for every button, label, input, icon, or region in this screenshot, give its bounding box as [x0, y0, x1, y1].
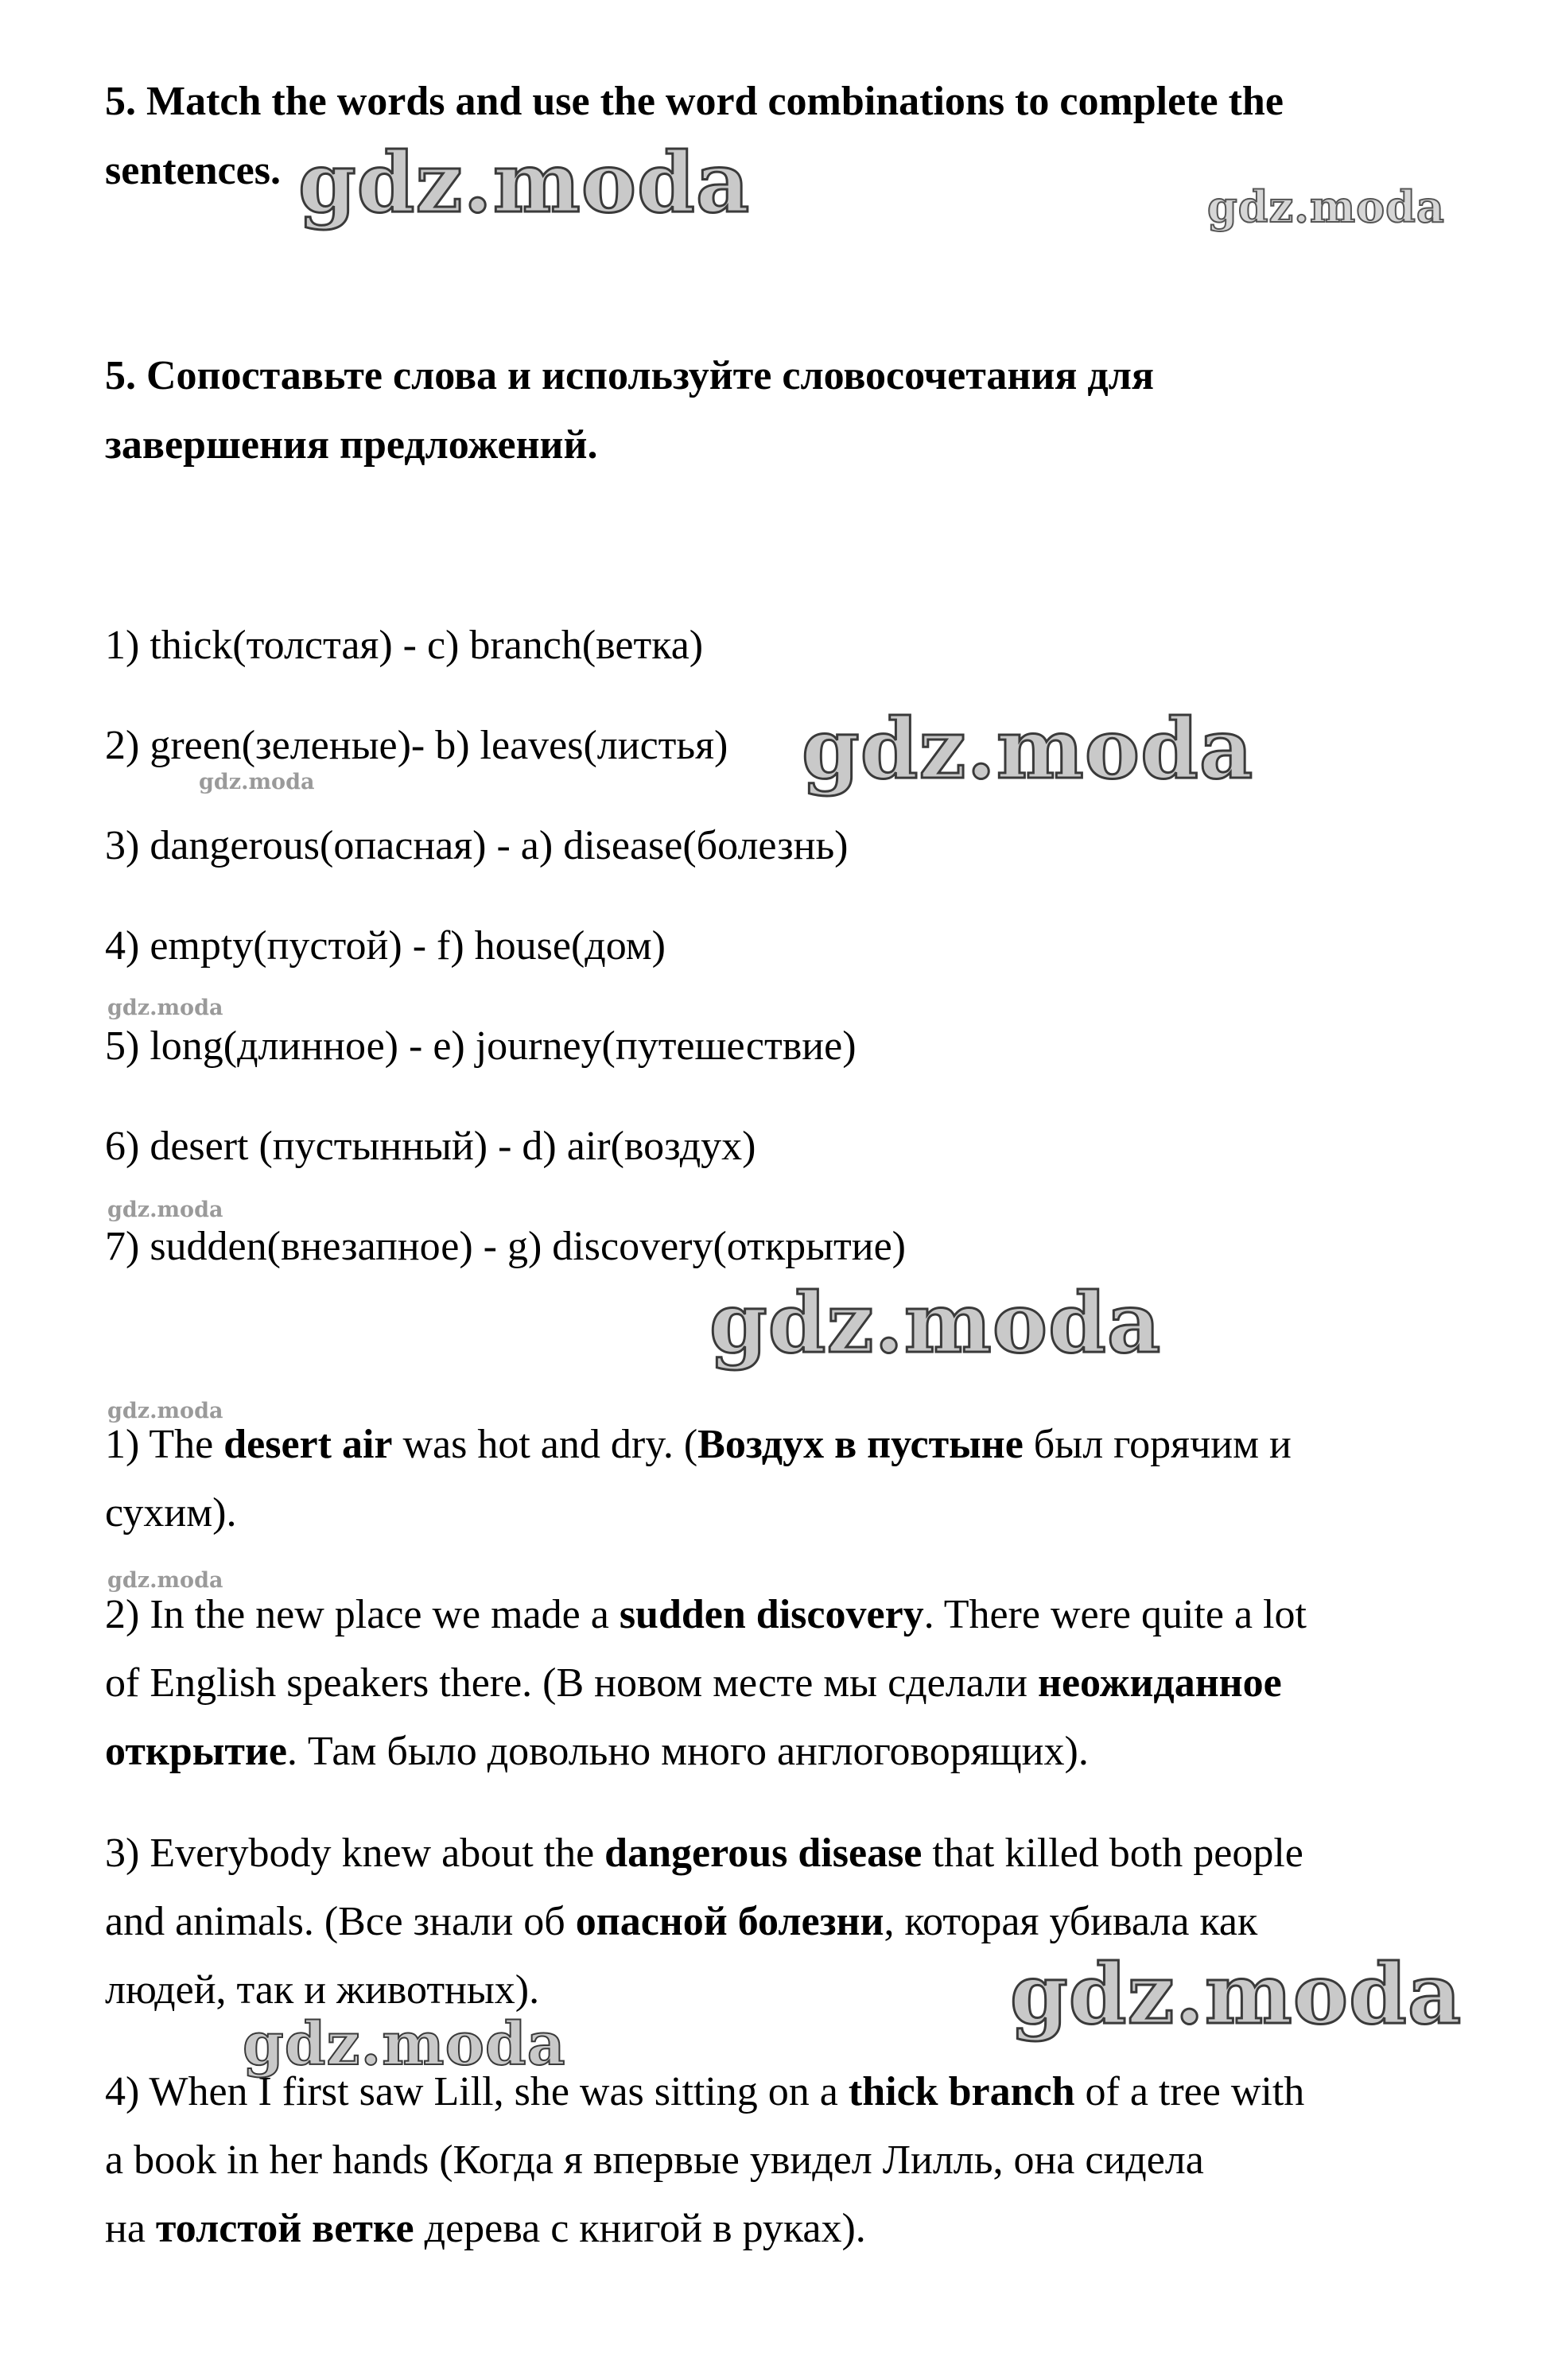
watermark-logo: gdz.moda — [1010, 1945, 1463, 2043]
watermark-logo: gdz.moda — [199, 770, 315, 794]
task-title-en-line2: sentences. — [105, 148, 281, 193]
task-title-en-line1: 5. Match the words and use the word combinations to complete the — [105, 79, 1284, 124]
watermark-logo: gdz.moda — [107, 1198, 223, 1222]
sentence-4-line3: на толстой ветке дерева с книгой в руках). — [105, 2206, 866, 2251]
match-item-2: 2) green(зеленые)- b) leaves(листья) — [105, 723, 728, 768]
sentence-4-line2: a book in her hands (Когда я впервые увидел Лилль, она сидела — [105, 2137, 1204, 2183]
sentence-3-line2: and animals. (Все знали об опасной болезни, которая убивала как — [105, 1899, 1258, 1944]
sentence-3-line3: людей, так и животных). — [105, 1967, 540, 2013]
term-opasnoy-bolezni: опасной болезни — [575, 1899, 884, 1944]
term-otkrytie: открытие — [105, 1729, 287, 1774]
term-thick-branch: thick branch — [848, 2069, 1075, 2114]
term-tolstoy-vetke: толстой ветке — [155, 2206, 414, 2251]
sentence-1-line1: 1) The desert air was hot and dry. (Воздух в пустыне был горячим и — [105, 1422, 1292, 1467]
match-item-1: 1) thick(толстая) - c) branch(ветка) — [105, 623, 704, 668]
sentence-3-line1: 3) Everybody knew about the dangerous disease that killed both people — [105, 1831, 1303, 1876]
sentence-2-line3: открытие. Там было довольно много англоговорящих). — [105, 1729, 1089, 1774]
term-dangerous-disease: dangerous disease — [604, 1831, 923, 1876]
watermark-logo: gdz.moda — [298, 134, 751, 231]
match-item-4: 4) empty(пустой) - f) house(дом) — [105, 923, 666, 969]
watermark-logo: gdz.moda — [107, 996, 223, 1020]
sentence-2-line1: 2) In the new place we made a sudden discovery. There were quite a lot — [105, 1592, 1307, 1637]
match-item-3: 3) dangerous(опасная) - a) disease(болезнь) — [105, 823, 849, 868]
sentence-4-line1: 4) When I first saw Lill, she was sitting on a thick branch of a tree with — [105, 2069, 1305, 2114]
term-desert-air: desert air — [223, 1422, 393, 1467]
sentence-2-line2: of English speakers there. (В новом месте мы сделали неожиданное — [105, 1660, 1282, 1706]
term-vozduh-v-pustyne: Воздух в пустыне — [697, 1422, 1024, 1467]
watermark-logo: gdz.moda — [107, 1399, 223, 1423]
task-title-ru-line2: завершения предложений. — [105, 422, 598, 468]
match-item-6: 6) desert (пустынный) - d) air(воздух) — [105, 1124, 756, 1169]
task-title-ru-line1: 5. Сопоставьте слова и используйте словосочетания для — [105, 353, 1155, 398]
watermark-logo: gdz.moda — [1207, 181, 1445, 232]
watermark-logo: gdz.moda — [243, 2010, 566, 2079]
watermark-logo: gdz.moda — [802, 700, 1254, 798]
match-item-5: 5) long(длинное) - e) journey(путешествие) — [105, 1023, 857, 1069]
term-neozhidannoe: неожиданное — [1038, 1660, 1282, 1706]
watermark-logo: gdz.moda — [107, 1568, 223, 1593]
term-sudden-discovery: sudden discovery — [619, 1592, 924, 1637]
match-item-7: 7) sudden(внезапное) - g) discovery(открытие) — [105, 1224, 906, 1269]
watermark-logo: gdz.moda — [709, 1274, 1162, 1372]
sentence-1-line2: сухим). — [105, 1490, 237, 1536]
